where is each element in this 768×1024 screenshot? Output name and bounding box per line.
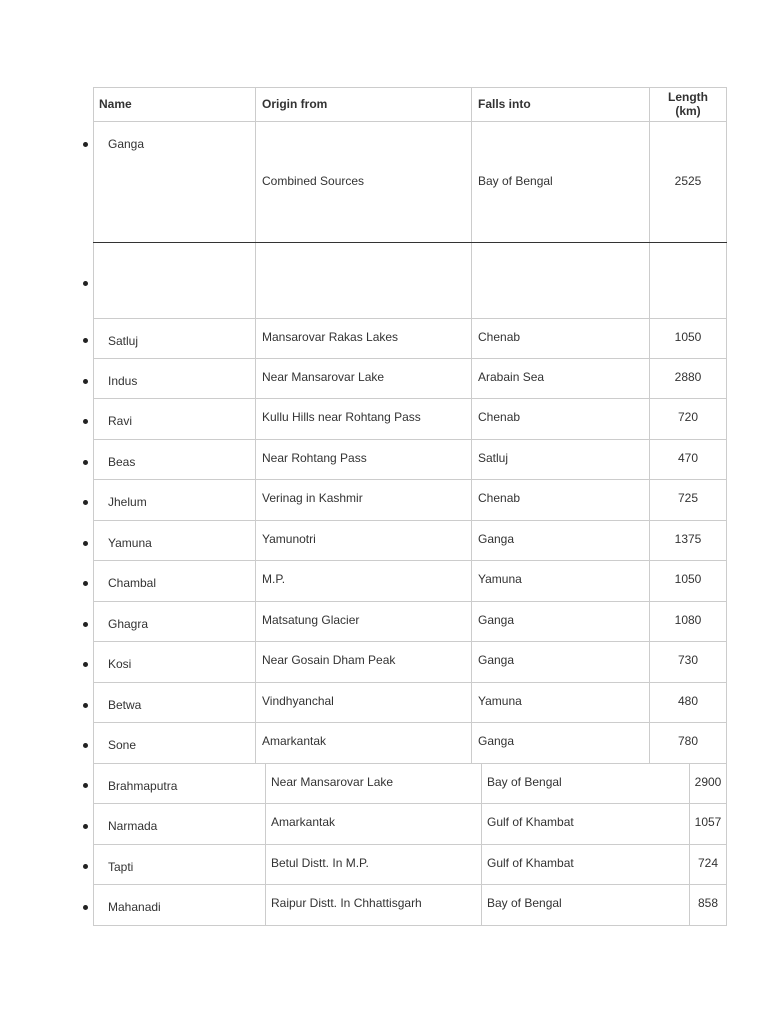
river-falls-into: Chenab bbox=[478, 491, 521, 505]
header-length-label-line1: Length bbox=[668, 90, 708, 104]
river-length: 1057 bbox=[694, 815, 722, 829]
table-row bbox=[93, 642, 727, 683]
river-name: Tapti bbox=[108, 860, 134, 874]
river-name: Beas bbox=[108, 455, 136, 469]
river-length: 780 bbox=[677, 734, 699, 748]
river-falls-into: Chenab bbox=[478, 330, 521, 344]
river-length: 1080 bbox=[674, 613, 702, 627]
river-length: 725 bbox=[677, 491, 699, 505]
river-origin: Combined Sources bbox=[262, 174, 365, 188]
river-origin: Betul Distt. In M.P. bbox=[271, 856, 369, 870]
river-falls-into: Yamuna bbox=[478, 572, 522, 586]
river-falls-into: Bay of Bengal bbox=[478, 174, 553, 188]
table-row bbox=[93, 440, 727, 480]
river-origin: Near Rohtang Pass bbox=[262, 451, 367, 465]
river-origin: M.P. bbox=[262, 572, 286, 586]
river-origin: Vindhyanchal bbox=[262, 694, 334, 708]
river-falls-into: Gulf of Khambat bbox=[487, 815, 574, 829]
river-length: 720 bbox=[677, 410, 699, 424]
river-name: Sone bbox=[108, 738, 137, 752]
river-origin: Amarkantak bbox=[262, 734, 327, 748]
list-bullet bbox=[83, 743, 88, 748]
river-origin: Raipur Distt. In Chhattisgarh bbox=[271, 896, 422, 910]
river-length: 1050 bbox=[674, 572, 702, 586]
header-origin-label: Origin from bbox=[262, 97, 328, 111]
river-name: Jhelum bbox=[108, 495, 147, 509]
river-falls-into: Bay of Bengal bbox=[487, 896, 562, 910]
river-falls-into: Satluj bbox=[478, 451, 509, 465]
river-falls-into: Bay of Bengal bbox=[487, 775, 562, 789]
list-bullet bbox=[83, 622, 88, 627]
river-origin: Yamunotri bbox=[262, 532, 316, 546]
river-length: 858 bbox=[697, 896, 719, 910]
table-row bbox=[93, 242, 727, 319]
river-origin: Verinag in Kashmir bbox=[262, 491, 363, 505]
river-origin: Mansarovar Rakas Lakes bbox=[262, 330, 399, 344]
list-bullet bbox=[83, 142, 88, 147]
header-cell-length bbox=[649, 88, 726, 121]
table-row bbox=[93, 399, 727, 440]
river-origin: Near Mansarovar Lake bbox=[271, 775, 394, 789]
table-row bbox=[93, 122, 727, 242]
river-name: Kosi bbox=[108, 657, 132, 671]
table-row bbox=[93, 683, 727, 723]
header-length-label-line2: (km) bbox=[675, 104, 701, 118]
list-bullet bbox=[83, 500, 88, 505]
river-falls-into: Chenab bbox=[478, 410, 521, 424]
table-row bbox=[93, 764, 727, 804]
list-bullet bbox=[83, 783, 88, 788]
table-row bbox=[93, 561, 727, 602]
river-name: Betwa bbox=[108, 698, 142, 712]
table-row bbox=[93, 359, 727, 399]
river-name: Yamuna bbox=[108, 536, 152, 550]
header-cell-origin bbox=[255, 88, 471, 121]
header-cell-falls bbox=[471, 88, 649, 121]
river-name: Chambal bbox=[108, 576, 157, 590]
river-length: 2900 bbox=[694, 775, 722, 789]
river-length: 2525 bbox=[674, 174, 702, 188]
table-row bbox=[93, 480, 727, 521]
river-length: 480 bbox=[677, 694, 699, 708]
river-length: 470 bbox=[677, 451, 699, 465]
river-name: Mahanadi bbox=[108, 900, 161, 914]
river-length: 2880 bbox=[674, 370, 702, 384]
river-falls-into: Ganga bbox=[478, 532, 515, 546]
table-row bbox=[93, 602, 727, 642]
river-falls-into: Ganga bbox=[478, 613, 515, 627]
list-bullet bbox=[83, 703, 88, 708]
river-origin: Near Mansarovar Lake bbox=[262, 370, 385, 384]
list-bullet bbox=[83, 338, 88, 343]
header-cell-name bbox=[94, 88, 255, 121]
table-row bbox=[93, 845, 727, 885]
river-origin: Matsatung Glacier bbox=[262, 613, 360, 627]
header-name-label: Name bbox=[99, 97, 132, 111]
river-length: 1375 bbox=[674, 532, 702, 546]
river-length: 724 bbox=[697, 856, 719, 870]
river-origin: Amarkantak bbox=[271, 815, 336, 829]
table-row bbox=[93, 723, 727, 764]
table-row bbox=[93, 885, 727, 926]
rivers-table bbox=[93, 87, 727, 926]
river-origin: Near Gosain Dham Peak bbox=[262, 653, 396, 667]
list-bullet bbox=[83, 824, 88, 829]
river-origin: Kullu Hills near Rohtang Pass bbox=[262, 410, 421, 424]
row-divider bbox=[93, 242, 727, 243]
river-name: Ganga bbox=[108, 137, 145, 151]
list-bullet bbox=[83, 864, 88, 869]
river-falls-into: Ganga bbox=[478, 734, 515, 748]
list-bullet bbox=[83, 541, 88, 546]
table-row bbox=[93, 804, 727, 845]
list-bullet bbox=[83, 905, 88, 910]
list-bullet bbox=[83, 379, 88, 384]
river-name: Satluj bbox=[108, 334, 139, 348]
table-row bbox=[93, 521, 727, 561]
river-name: Narmada bbox=[108, 819, 158, 833]
list-bullet bbox=[83, 460, 88, 465]
list-bullet bbox=[83, 662, 88, 667]
list-bullet bbox=[83, 419, 88, 424]
header-falls-label: Falls into bbox=[478, 97, 531, 111]
river-name: Ravi bbox=[108, 414, 133, 428]
river-name: Indus bbox=[108, 374, 138, 388]
river-name: Ghagra bbox=[108, 617, 149, 631]
river-falls-into: Ganga bbox=[478, 653, 515, 667]
river-length: 730 bbox=[677, 653, 699, 667]
list-bullet bbox=[83, 581, 88, 586]
river-name: Brahmaputra bbox=[108, 779, 178, 793]
river-length: 1050 bbox=[674, 330, 702, 344]
river-falls-into: Yamuna bbox=[478, 694, 522, 708]
table-header-row bbox=[93, 87, 727, 122]
list-bullet bbox=[83, 281, 88, 286]
river-falls-into: Gulf of Khambat bbox=[487, 856, 574, 870]
river-falls-into: Arabain Sea bbox=[478, 370, 545, 384]
table-row bbox=[93, 319, 727, 359]
